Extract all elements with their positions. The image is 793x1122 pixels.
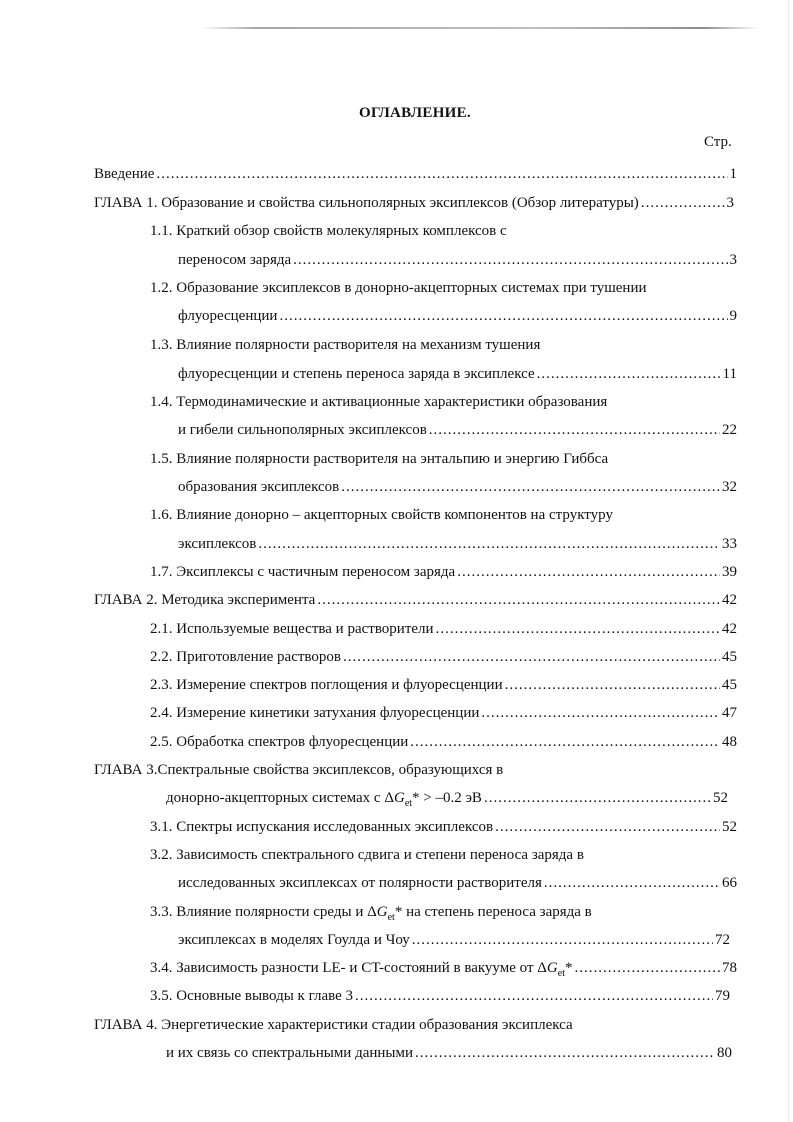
toc-page: 1 — [729, 166, 737, 182]
leader-dots — [355, 986, 713, 1006]
toc-page: 11 — [722, 366, 737, 382]
toc-page: 52 — [722, 819, 737, 835]
toc-entry-3-4[interactable] — [150, 958, 737, 978]
toc-text: 2.2. Приготовление растворов — [150, 649, 341, 665]
toc-text: ГЛАВА 2. Методика эксперимента — [94, 592, 316, 608]
toc-text: флуоресценции — [178, 308, 278, 324]
math-symbol-g: G — [546, 960, 558, 976]
math-subscript: et — [557, 968, 565, 979]
toc-text-post: * на степень переноса заряда в — [394, 904, 592, 920]
toc-text: ГЛАВА 1. Образование и свойства сильнополярных эксиплексов (Обзор литературы) — [94, 195, 639, 211]
toc-text: флуоресценции и степень переноса заряда в эксиплексе — [178, 366, 535, 382]
toc-entry-1-1[interactable] — [178, 250, 737, 270]
leader-dots — [484, 788, 711, 808]
toc-page: 42 — [722, 592, 737, 608]
toc-text: эксиплексах в моделях Гоулда и Чоу — [178, 932, 410, 948]
toc-page: 22 — [722, 422, 737, 438]
toc-entry-1-2[interactable] — [178, 306, 737, 326]
toc-entry-3-2[interactable] — [178, 873, 737, 893]
toc-entry-intro[interactable] — [94, 164, 737, 184]
toc-text: 2.4. Измерение кинетики затухания флуоресценции — [150, 705, 480, 721]
scan-edge-top — [200, 27, 760, 29]
math-symbol-g: G — [393, 790, 405, 806]
toc-entry-1-1-line1: 1.1. Краткий обзор свойств молекулярных комплексов с — [150, 223, 507, 239]
toc-text: переносом заряда — [178, 252, 292, 268]
toc-entry-3-3[interactable] — [178, 930, 730, 950]
toc-text — [166, 788, 482, 814]
toc-entry-2-5[interactable] — [150, 732, 737, 752]
toc-entry-chapter-4-line1: ГЛАВА 4. Энергетические характеристики стадии образования эксиплекса — [94, 1017, 573, 1033]
toc-page: 39 — [722, 564, 737, 580]
math-subscript: et — [387, 912, 395, 923]
scan-edge-right — [788, 0, 789, 1122]
toc-page: 80 — [717, 1045, 732, 1061]
toc-page: 79 — [715, 988, 730, 1004]
leader-dots — [641, 193, 725, 213]
leader-dots — [343, 647, 720, 667]
toc-text — [150, 958, 572, 984]
toc-page: 45 — [722, 649, 737, 665]
toc-entry-3-1[interactable] — [150, 817, 737, 837]
toc-text: 2.5. Обработка спектров флуоресценции — [150, 734, 409, 750]
toc-entry-chapter-3[interactable] — [166, 788, 728, 808]
toc-text-pre: 3.4. Зависимость разности LE- и CT-состояний в вакууме от Δ — [150, 960, 547, 976]
leader-dots — [341, 477, 720, 497]
leader-dots — [279, 306, 727, 326]
leader-dots — [574, 958, 720, 978]
toc-page: 32 — [722, 479, 737, 495]
leader-dots — [293, 250, 727, 270]
toc-text: 3.1. Спектры испускания исследованных эксиплексов — [150, 819, 494, 835]
toc-text-post: * > –0.2 эВ — [412, 790, 482, 806]
toc-entry-chapter-4[interactable] — [166, 1043, 732, 1063]
toc-text-pre: 3.3. Влияние полярности среды и Δ — [150, 904, 377, 920]
toc-text: и их связь со спектральными данными — [166, 1045, 414, 1061]
toc-text: эксиплексов — [178, 536, 257, 552]
toc-entry-1-6[interactable] — [178, 534, 737, 554]
leader-dots — [317, 590, 720, 610]
toc-entry-1-4-line1: 1.4. Термодинамические и активационные характеристики образования — [150, 394, 608, 410]
toc-entry-3-2-line1: 3.2. Зависимость спектрального сдвига и степени переноса заряда в — [150, 847, 584, 863]
leader-dots — [436, 619, 720, 639]
toc-text: образования эксиплексов — [178, 479, 340, 495]
toc-entry-chapter-1[interactable] — [94, 193, 734, 213]
toc-text: 2.1. Используемые вещества и растворители — [150, 621, 434, 637]
leader-dots — [429, 420, 720, 440]
toc-page: 33 — [722, 536, 737, 552]
toc-text: 3.5. Основные выводы к главе 3 — [150, 988, 354, 1004]
toc-entry-1-7[interactable] — [150, 562, 737, 582]
leader-dots — [495, 817, 720, 837]
toc-page: 48 — [722, 734, 737, 750]
toc-text: 1.7. Эксиплексы с частичным переносом заряда — [150, 564, 456, 580]
leader-dots — [537, 364, 721, 384]
toc-entry-chapter-2[interactable] — [94, 590, 737, 610]
page-title: ОГЛАВЛЕНИЕ. — [359, 105, 471, 121]
toc-entry-1-3-line1: 1.3. Влияние полярности растворителя на механизм тушения — [150, 337, 541, 353]
leader-dots — [544, 873, 720, 893]
toc-entry-1-2-line1: 1.2. Образование эксиплексов в донорно-акцепторных системах при тушении — [150, 280, 647, 296]
page-column-label: Стр. — [704, 134, 732, 150]
leader-dots — [156, 164, 727, 184]
toc-page: 72 — [715, 932, 730, 948]
toc-entry-1-4[interactable] — [178, 420, 737, 440]
toc-entry-1-5-line1: 1.5. Влияние полярности растворителя на энтальпию и энергию Гиббса — [150, 451, 609, 467]
toc-text: 2.3. Измерение спектров поглощения и флуоресценции — [150, 677, 503, 693]
toc-entry-2-2[interactable] — [150, 647, 737, 667]
toc-entry-chapter-3-line1: ГЛАВА 3.Спектральные свойства эксиплексов, образующихся в — [94, 762, 504, 778]
toc-page: 42 — [722, 621, 737, 637]
leader-dots — [505, 675, 720, 695]
leader-dots — [258, 534, 720, 554]
toc-text-pre: донорно-акцепторных системах с Δ — [166, 790, 394, 806]
toc-entry-1-6-line1: 1.6. Влияние донорно – акцепторных свойств компонентов на структуру — [150, 507, 613, 523]
toc-entry-3-5[interactable] — [150, 986, 730, 1006]
toc-entry-2-1[interactable] — [150, 619, 737, 639]
toc-page: 9 — [729, 308, 737, 324]
toc-page: 3 — [726, 195, 734, 211]
leader-dots — [410, 732, 720, 752]
toc-text: исследованных эксиплексах от полярности растворителя — [178, 875, 542, 891]
toc-text: и гибели сильнополярных эксиплексов — [178, 422, 427, 438]
toc-entry-2-4[interactable] — [150, 703, 737, 723]
math-symbol-g: G — [376, 904, 388, 920]
toc-page: 47 — [722, 705, 737, 721]
math-subscript: et — [404, 798, 413, 809]
toc-text-post: * — [564, 960, 573, 976]
leader-dots — [412, 930, 713, 950]
toc-entry-1-3[interactable] — [178, 364, 737, 384]
leader-dots — [457, 562, 720, 582]
toc-page: 45 — [722, 677, 737, 693]
leader-dots — [415, 1043, 715, 1063]
toc-entry-1-5[interactable] — [178, 477, 737, 497]
toc-entry-2-3[interactable] — [150, 675, 737, 695]
toc-entry-3-3-line1 — [150, 902, 592, 928]
toc-text: Введение — [94, 166, 155, 182]
toc-page: 78 — [722, 960, 737, 976]
leader-dots — [481, 703, 720, 723]
toc-page: 3 — [729, 252, 737, 268]
toc-page: 66 — [722, 875, 737, 891]
toc-page: 52 — [713, 790, 728, 806]
